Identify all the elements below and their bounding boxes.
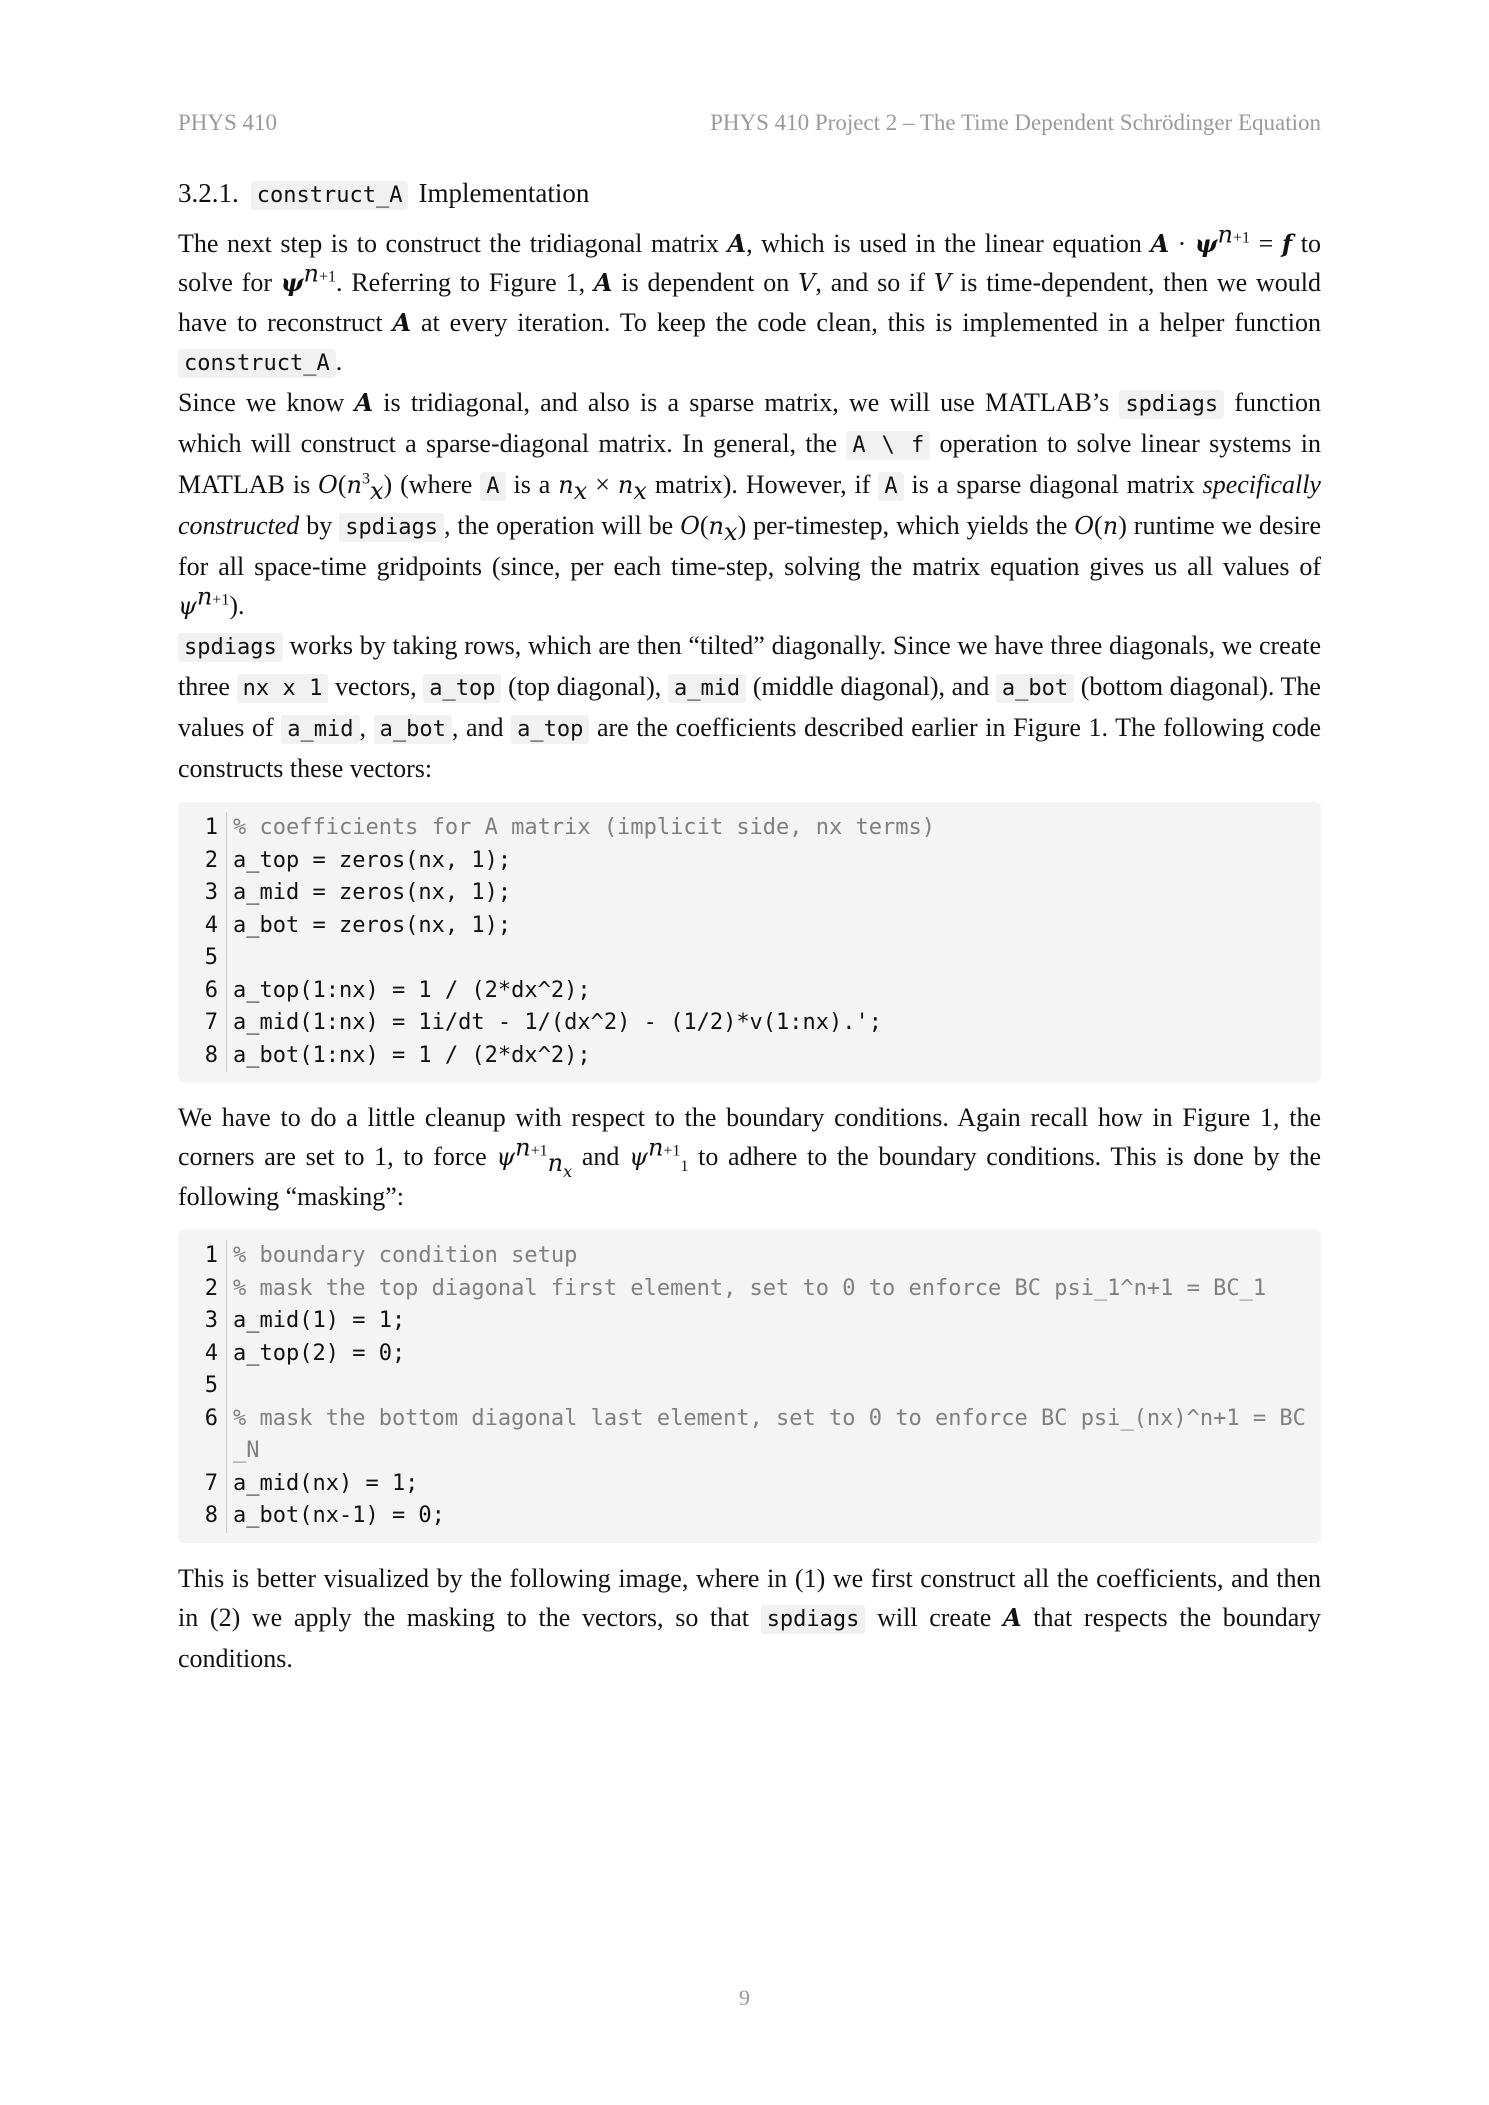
- page-content: [178, 170, 1321, 1678]
- line-number: 7: [192, 1007, 227, 1040]
- code-text: a_mid(nx) = 1;: [233, 1470, 419, 1496]
- code-text: [227, 942, 1307, 975]
- code-line: [192, 1305, 1307, 1338]
- line-number: 1: [192, 1240, 227, 1273]
- line-number: 8: [192, 1040, 227, 1073]
- code-line: [192, 877, 1307, 910]
- line-number: 6: [192, 975, 227, 1008]
- paragraph-spdiags: Since we know A is tridiagonal, and also is a sparse matrix, we will use MATLAB’s spdiags function which will construct a sparse-diagonal matrix. In general, the A \ f operation to solve linear systems in MATLAB is $O(n^3_x)$ (where A is a $n_x \times n_x$ matrix). However, if A is a sparse diagonal matrix specifically constructed by spdiags , the operation will be $O(n_x)$ per-timestep, which yields the O(n) runtime we desire for all space-time gridpoints (since, per each time-step, solving the matrix equation gives us all values of $\psi^{n+1}$).: [178, 388, 1321, 620]
- code-text: a_top = zeros(nx, 1);: [233, 847, 512, 873]
- code-text: a_bot(1:nx) = 1 / (2*dx^2);: [233, 1042, 591, 1068]
- running-header-right: PHYS 410 Project 2 – The Time Dependent Schrödinger Equation: [710, 110, 1321, 135]
- line-number: 1: [192, 812, 227, 845]
- page-number: 9: [739, 1985, 750, 2010]
- paragraph-vectors: spdiags works by taking rows, which are then “tilted” diagonally. Since we have three diagonals, we create three nx x 1 vectors, a_top (top diagonal), a_mid (middle diagonal), and a_bot (bottom diagonal). The values of a_mid , a_bot , and a_top are the coefficients described earlier in Figure 1. The following code constructs these vectors:: [178, 631, 1321, 783]
- code-text: a_top(2) = 0;: [233, 1340, 406, 1366]
- code-line: [192, 1240, 1307, 1273]
- running-header-left: PHYS 410: [178, 110, 278, 135]
- paragraph-visualization: This is better visualized by the following image, where in (1) we first construct all the coefficients, and then in (2) we apply the masking to the vectors, so that spdiags will create A that respects the boundary conditions.: [178, 1563, 1321, 1673]
- code-line: [192, 910, 1307, 943]
- code-line: [192, 942, 1307, 975]
- code-line: [192, 1007, 1307, 1040]
- code-line: [192, 1468, 1307, 1501]
- code-block-coefficients: [178, 802, 1321, 1082]
- line-number: 4: [192, 1338, 227, 1371]
- code-text: [227, 1370, 1307, 1403]
- line-number: 7: [192, 1468, 227, 1501]
- line-number: 4: [192, 910, 227, 943]
- code-block-masking: [178, 1230, 1321, 1543]
- section-number: 3.2.1.: [178, 178, 239, 208]
- code-line: [192, 1403, 1307, 1468]
- line-number: 5: [192, 942, 227, 975]
- code-text: % boundary condition setup: [233, 1243, 578, 1268]
- code-text: a_mid(1) = 1;: [233, 1308, 406, 1333]
- code-text: a_bot = zeros(nx, 1);: [233, 912, 512, 938]
- code-text: % mask the top diagonal first element, set to 0 to enforce BC psi_1^n+1 = BC_1: [233, 1275, 1267, 1301]
- code-line: [192, 1500, 1307, 1533]
- line-number: 5: [192, 1370, 227, 1403]
- line-number: 3: [192, 877, 227, 910]
- line-number: 3: [192, 1305, 227, 1338]
- code-line: [192, 1370, 1307, 1403]
- code-line: [192, 812, 1307, 845]
- paragraph-intro: The next step is to construct the tridiagonal matrix A, which is used in the linear equation $A \cdot \psi^{n+1} = f$ to solve for $\psi^{n+1}$. Referring to Figure 1, A is dependent on V, and so if V is time-dependent, then we would have to reconstruct A at every iteration. To keep the code clean, this is implemented in a helper function construct_A .: [178, 220, 1322, 376]
- code-line: [192, 975, 1307, 1008]
- code-text: a_bot(nx-1) = 0;: [233, 1503, 445, 1528]
- line-number: 8: [192, 1500, 227, 1533]
- code-text: a_mid(1:nx) = 1i/dt - 1/(dx^2) - (1/2)*v(1:nx).';: [233, 1010, 883, 1035]
- code-text: a_top(1:nx) = 1 / (2*dx^2);: [233, 977, 591, 1003]
- code-text: a_mid = zeros(nx, 1);: [233, 880, 512, 905]
- paragraph-boundary: We have to do a little cleanup with respect to the boundary conditions. Again recall how in Figure 1, the corners are set to 1, to force $\psi^{n+1}_{n_x}$ and $\psi^{n+1}_1$ to adhere to the boundary conditions. This is done by the following “masking”:: [178, 1103, 1321, 1211]
- section-heading: [178, 178, 1321, 210]
- line-number: 6: [192, 1403, 227, 1468]
- code-text: % coefficients for A matrix (implicit side, nx terms): [233, 815, 935, 840]
- code-line: [192, 1040, 1307, 1073]
- section-title: Implementation: [418, 178, 590, 208]
- line-number: 2: [192, 845, 227, 878]
- code-line: [192, 1273, 1307, 1306]
- code-line: [192, 1338, 1307, 1371]
- line-number: 2: [192, 1273, 227, 1306]
- code-line: [192, 845, 1307, 878]
- section-code-name: construct_A: [251, 181, 409, 210]
- code-text: % mask the bottom diagonal last element, set to 0 to enforce BC psi_(nx)^n+1 = BC_N: [233, 1405, 1306, 1463]
